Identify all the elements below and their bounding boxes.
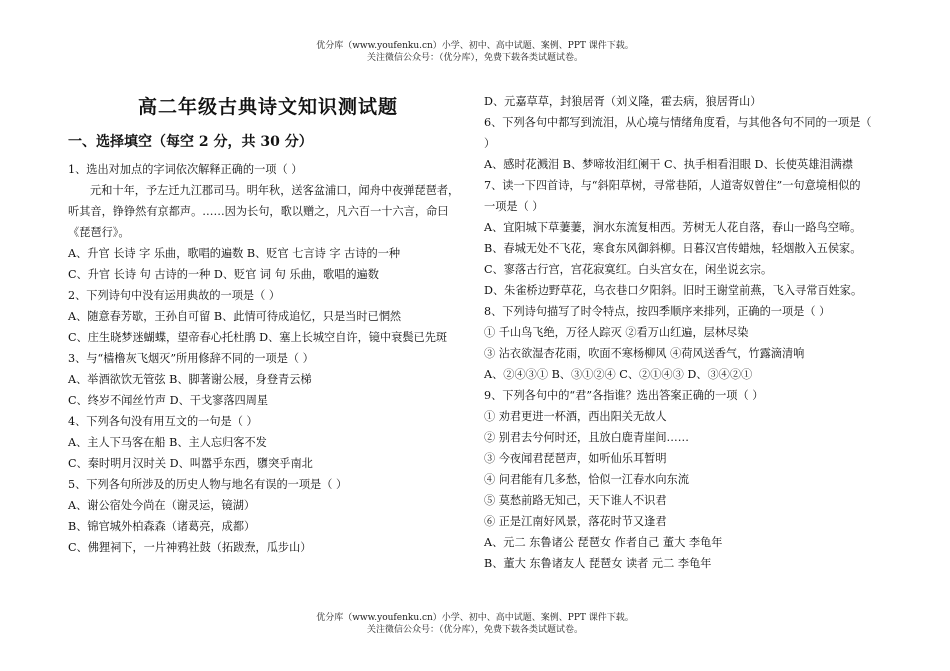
option-line: C、秦时明月汉时关 D、叫嚣乎东西，隳突乎南北 — [68, 457, 313, 470]
question-6-continued: ） — [484, 137, 496, 150]
option-line: A、感时花溅泪 B、梦啼妆泪红阑干 C、执手相看泪眼 D、长使英雄泪满襟 — [484, 158, 853, 171]
option-line: A、升官 长诗 字 乐曲，歌唱的遍数 B、贬官 七言诗 字 古诗的一种 — [68, 247, 401, 260]
option-line: C、升官 长诗 句 古诗的一种 D、贬官 词 句 乐曲，歌唱的遍数 — [68, 268, 379, 281]
question-7: 7、读一下四首诗，与“斜阳草树，寻常巷陌，人道寄奴曾住”一句意境相似的 — [484, 179, 861, 192]
question-6: 6、下列各句中都写到流泪，从心境与情绪角度看，与其他各句不同的一项是（ — [484, 116, 872, 129]
section-heading: 一、选择填空（每空 2 分，共 30 分） — [68, 134, 313, 150]
poem-line: ① 劝君更进一杯酒，西出阳关无故人 — [484, 410, 667, 423]
header-line-1: 优分库（www.youfenku.cn）小学、初中、高中试题、案例、PPT 课件下载。 — [316, 41, 634, 51]
poem-line: ⑥ 正是江南好风景，落花时节又逢君 — [484, 515, 667, 528]
footer-line-1: 优分库（www.youfenku.cn）小学、初中、高中试题、案例、PPT 课件下载。 — [316, 613, 634, 623]
question-3: 3、与“樯橹灰飞烟灭”所用修辞不同的一项是（ ） — [68, 352, 314, 365]
option-line: A、随意春芳歇，王孙自可留 B、此情可待成追忆，只是当时已惘然 — [68, 310, 402, 323]
option-line: D、朱雀桥边野草花，乌衣巷口夕阳斜。旧时王谢堂前燕，飞入寻常百姓家。 — [484, 284, 863, 297]
question-2: 2、下列诗句中没有运用典故的一项是（ ） — [68, 289, 281, 302]
option-line: D、元嘉草草，封狼居胥（刘义隆，霍去病，狼居胥山） — [484, 95, 762, 108]
option-line: A、主人下马客在船 B、主人忘归客不发 — [68, 436, 267, 449]
left-column — [68, 88, 468, 558]
passage-line: 《琵琶行》。 — [68, 226, 130, 239]
question-4: 4、下列各句没有用互文的一句是（ ） — [68, 415, 258, 428]
option-line: B、董大 东鲁诸友人 琵琶女 读者 元二 李龟年 — [484, 557, 712, 570]
option-line: C、佛狸祠下，一片神鸦社鼓（拓跋焘，瓜步山） — [68, 541, 312, 554]
option-line: A、元二 东鲁诸公 琵琶女 作者自己 董大 李龟年 — [484, 536, 723, 549]
poem-line: ③ 沾衣欲湿杏花雨，吹面不寒杨柳风 ④荷风送香气，竹露滴清响 — [484, 347, 805, 360]
option-line: A、宜阳城下草萋萋，涧水东流复相西。芳树无人花自落，春山一路鸟空啼。 — [484, 221, 862, 234]
question-7-continued: 一项是（ ） — [484, 200, 544, 213]
poem-line: ⑤ 莫愁前路无知己，天下谁人不识君 — [484, 494, 667, 507]
option-line: B、春城无处不飞花，寒食东风御斜柳。日暮汉宫传蜡烛，轻烟散入五侯家。 — [484, 242, 862, 255]
poem-line: ④ 问君能有几多愁，恰似一江春水向东流 — [484, 473, 689, 486]
poem-line: ① 千山鸟飞绝，万径人踪灭 ②看万山红遍，层林尽染 — [484, 326, 749, 339]
question-1: 1、选出对加点的字词依次解释正确的一项（ ） — [68, 163, 303, 176]
option-line: A、②④③① B、③①②④ C、②①④③ D、③④②① — [484, 368, 753, 381]
question-8: 8、下列诗句描写了时令特点，按四季顺序来排列，正确的一项是（ ） — [484, 305, 831, 318]
option-line: A、举酒欲饮无管弦 B、脚著谢公屐，身登青云梯 — [68, 373, 312, 386]
passage-line: 听其音，铮铮然有京都声。……因为长句，歌以赠之，凡六百一十六言，命曰 — [68, 205, 449, 218]
header-line-2: 关注微信公众号：（优分库），免费下载各类试题试卷。 — [366, 53, 583, 63]
page-footer — [0, 612, 950, 636]
question-5: 5、下列各句所涉及的历史人物与地名有误的一项是（ ） — [68, 478, 348, 491]
option-line: A、谢公宿处今尚在（谢灵运，镜湖） — [68, 499, 256, 512]
poem-line: ③ 今夜闻君琵琶声，如听仙乐耳暂明 — [484, 452, 667, 465]
page-header — [0, 40, 950, 64]
footer-line-2: 关注微信公众号：（优分库），免费下载各类试题试卷。 — [366, 625, 583, 635]
option-line: C、庄生晓梦迷蝴蝶，望帝春心托杜鹃 D、塞上长城空自许，镜中衰鬓已先斑 — [68, 331, 448, 344]
option-line: B、锦官城外柏森森（诸葛亮，成都） — [68, 520, 256, 533]
poem-line: ② 别君去兮何时还，且放白鹿青崖间…… — [484, 431, 689, 444]
option-line: C、寥落古行宫，宫花寂寞红。白头宫女在，闲坐说玄宗。 — [484, 263, 773, 276]
question-9: 9、下列各句中的“君”各指谁？选出答案正确的一项（ ） — [484, 389, 764, 402]
passage-line: 元和十年，予左迁九江郡司马。明年秋，送客盆浦口，闻舟中夜弹琵琶者， — [90, 184, 460, 197]
right-column — [484, 91, 894, 574]
option-line: C、终岁不闻丝竹声 D、干戈寥落四周星 — [68, 394, 269, 407]
page-title: 高二年级古典诗文知识测试题 — [137, 96, 398, 118]
